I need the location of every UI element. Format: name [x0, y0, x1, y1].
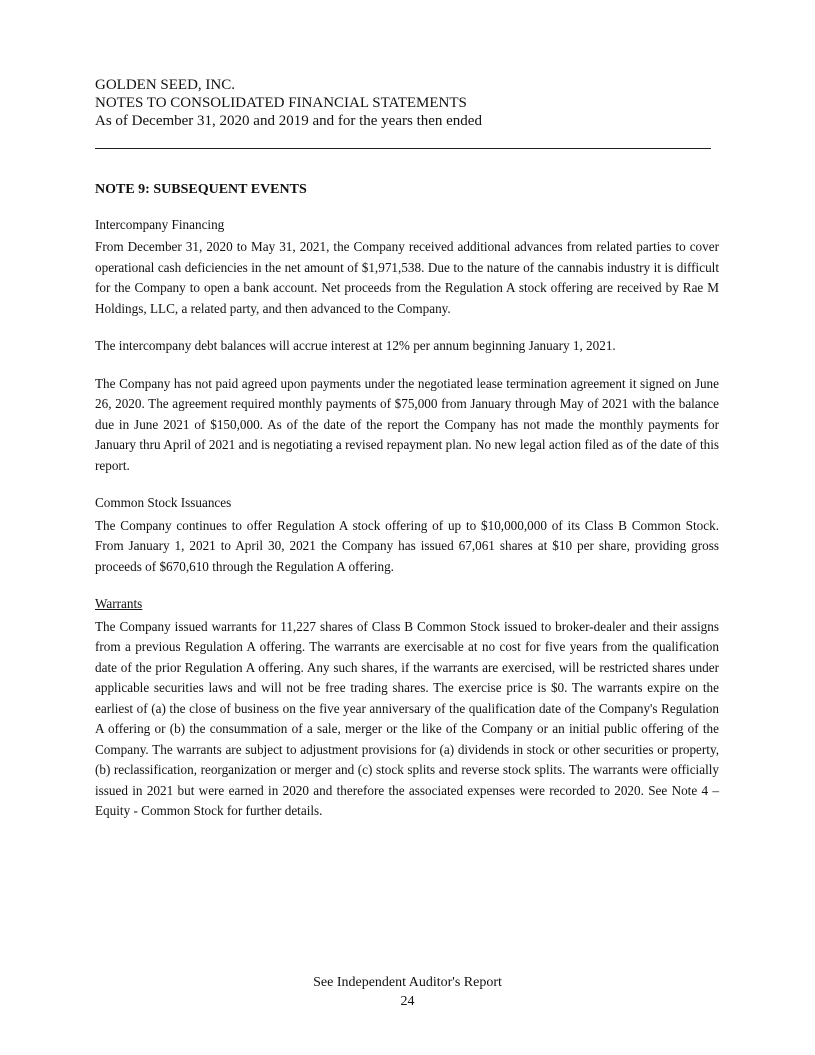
intercompany-paragraph-3: The Company has not paid agreed upon payments under the negotiated lease termination agreement it signed on June 26, 2020. The agreement required monthly payments of $75,000 from January through May of 2021 with the balance due in June 2021 of $150,000. As of the date of the report the Company has not made the monthly payments for January thru April of 2021 and is negotiating a revised repayment plan. No new legal action filed as of the date of this report. — [95, 375, 719, 473]
reporting-period: As of December 31, 2020 and 2019 and for the years then ended — [95, 113, 482, 129]
common-stock-heading: Common Stock Issuances — [95, 495, 232, 510]
auditor-report-reference: See Independent Auditor's Report — [313, 975, 502, 990]
page-footer — [0, 973, 815, 1011]
note-title: NOTE 9: SUBSEQUENT EVENTS — [95, 182, 307, 197]
page-header — [95, 76, 715, 130]
warrants-paragraph: The Company issued warrants for 11,227 shares of Class B Common Stock issued to broker-dealer and their assigns from a previous Regulation A offering. The warrants are exercisable at no cost for five years from the qualification date of the prior Regulation A offering. Any such shares, if the warrants are exercised, will be restricted shares under applicable securities laws and will not be free trading shares. The exercise price is $0. The warrants expire on the earliest of (a) the close of business on the five year anniversary of the qualification date of the Company's Regulation A offering or (b) the consummation of a sale, merger or the like of the Company or an initial public offering of the Company. The warrants are subject to adjustment provisions for (a) dividends in stock or other securities or property, (b) reclassification, reorganization or merger and (c) stock splits and reverse stock splits. The warrants were officially issued in 2021 but were earned in 2020 and therefore the associated expenses were recorded to 2020. See Note 4 – Equity - Common Stock for further details. — [95, 618, 719, 818]
page-number: 24 — [400, 994, 415, 1009]
common-stock-paragraph: The Company continues to offer Regulation A stock offering of up to $10,000,000 of its Class B Common Stock. From January 1, 2021 to April 30, 2021 the Company has issued 67,061 shares at $10 per share, providing gross proceeds of $670,610 through the Regulation A offering. — [95, 517, 719, 574]
intercompany-paragraph-1: From December 31, 2020 to May 31, 2021, the Company received additional advances from related parties to cover operational cash deficiencies in the net amount of $1,971,538. Due to the nature of the cannabis industry it is difficult for the Company to open a bank account. Net proceeds from the Regulation A stock offering are received by Rae M Holdings, LLC, a related party, and then advanced to the Company. — [95, 239, 719, 316]
note-body — [95, 180, 719, 839]
document-title: NOTES TO CONSOLIDATED FINANCIAL STATEMENTS — [95, 95, 467, 111]
company-name: GOLDEN SEED, INC. — [95, 77, 235, 93]
intercompany-heading: Intercompany Financing — [95, 216, 225, 232]
header-divider — [95, 148, 711, 149]
intercompany-paragraph-2: The intercompany debt balances will accrue interest at 12% per annum beginning January 1, 2021. — [95, 338, 616, 353]
warrants-heading: Warrants — [95, 596, 143, 611]
